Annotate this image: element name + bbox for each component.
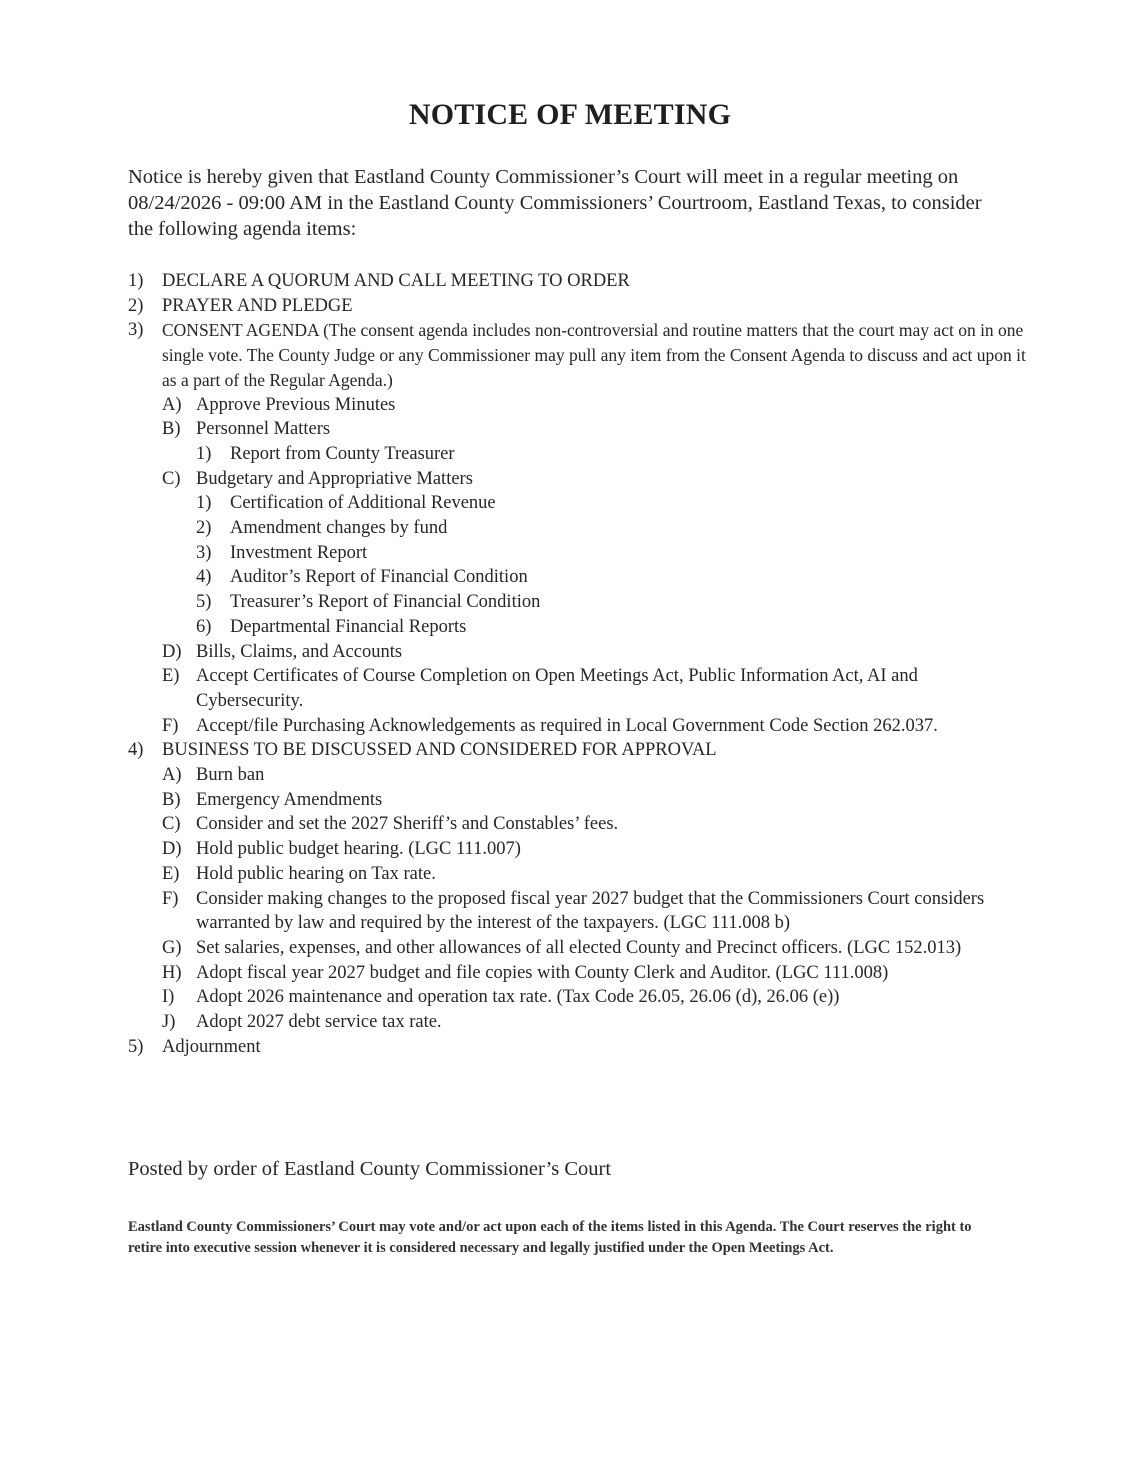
agenda-subitem-letter: E) (162, 666, 180, 687)
agenda-subsubitem-text: Certification of Additional Revenue (230, 493, 496, 514)
agenda-item-text: CONSENT AGENDA (The consent agenda includes non-controversial and routine matters that the court may act on in one single vote. The County Judge or any Commissioner may pull any item from the Consent Agenda to discuss and act upon it as a part of the Regular Agenda.) (162, 320, 1026, 390)
agenda-item (128, 294, 1028, 319)
agenda-subsubitem-number: 6) (196, 616, 212, 637)
agenda-subitem (128, 837, 1028, 862)
agenda-subsubitem (128, 615, 1028, 640)
agenda-subitem (128, 887, 1028, 936)
agenda-subitem-letter: F) (162, 888, 179, 909)
agenda-subitem-text: Consider making changes to the proposed fiscal year 2027 budget that the Commissioners Court considers warranted by law and required by the interest of the taxpayers. (LGC 111.008 b) (196, 888, 985, 934)
agenda-subitem-text: Emergency Amendments (196, 789, 383, 810)
agenda-subitem-text: Personnel Matters (196, 419, 331, 440)
agenda-subsubitem-number: 5) (196, 592, 212, 613)
agenda-item-text: Adjournment (162, 1036, 261, 1057)
agenda-subsubitem-text: Report from County Treasurer (230, 443, 455, 464)
agenda-subitem-letter: B) (162, 789, 181, 810)
agenda-subitem (128, 417, 1028, 442)
agenda-subitem-text: Budgetary and Appropriative Matters (196, 468, 473, 489)
agenda-subsubitem (128, 516, 1028, 541)
posted-by-statement: Posted by order of Eastland County Commissioner’s Court (128, 1158, 612, 1180)
agenda-item (128, 738, 1028, 763)
agenda-subitem-text: Accept/file Purchasing Acknowledgements as required in Local Government Code Section 262.037. (196, 715, 938, 736)
agenda-subsubitem-number: 1) (196, 493, 212, 514)
agenda-subitem-letter: D) (162, 839, 182, 860)
agenda-subitem (128, 664, 1028, 713)
agenda-item-number: 2) (128, 295, 144, 316)
agenda-subitem (128, 985, 1028, 1010)
agenda-subitem (128, 961, 1028, 986)
agenda-subitem-letter: F) (162, 715, 179, 736)
agenda-subitem-letter: A) (162, 394, 182, 415)
agenda-subitem-text: Approve Previous Minutes (196, 394, 396, 415)
agenda-item-number: 5) (128, 1036, 144, 1057)
meeting-notice-paragraph: Notice is hereby given that Eastland County Commissioner’s Court will meet in a regular meeting on 08/24/2026 - 09:00 AM in the Eastland County Commissioners’ Courtroom, Eastland Texas, to consider the following agenda items: (128, 166, 982, 240)
agenda-subitem (128, 393, 1028, 418)
agenda-subsubitem-text: Departmental Financial Reports (230, 616, 467, 637)
agenda-subitem (128, 936, 1028, 961)
agenda-subsubitem-text: Auditor’s Report of Financial Condition (230, 567, 528, 588)
agenda-subitem (128, 862, 1028, 887)
agenda-subitem-letter: J) (162, 1012, 176, 1033)
agenda-subitem-text: Adopt 2026 maintenance and operation tax rate. (Tax Code 26.05, 26.06 (d), 26.06 (e)) (196, 987, 840, 1008)
agenda-subitem-text: Accept Certificates of Course Completion on Open Meetings Act, Public Information Act, AI and Cybersecurity. (196, 666, 918, 711)
agenda-subitem-letter: D) (162, 641, 182, 662)
agenda-subitem-text: Adopt fiscal year 2027 budget and file copies with County Clerk and Auditor. (LGC 111.008) (196, 962, 889, 983)
agenda-subsubitem-number: 4) (196, 567, 212, 588)
agenda-item-number: 4) (128, 740, 144, 761)
agenda-item (128, 269, 1028, 294)
agenda-item-text: BUSINESS TO BE DISCUSSED AND CONSIDERED FOR APPROVAL (162, 740, 717, 761)
agenda-subitem-text: Set salaries, expenses, and other allowances of all elected County and Precinct officers. (LGC 152.013) (196, 937, 962, 958)
agenda-subitem-text: Burn ban (196, 765, 265, 786)
footnote-disclaimer: Eastland County Commissioners’ Court may vote and/or act upon each of the items listed in this Agenda. The Court reserves the right to retire into executive session whenever it is considered necessary and legally justified under the Open Meetings Act. (128, 1219, 972, 1256)
agenda-item (128, 318, 1028, 392)
agenda-item (128, 1035, 1028, 1060)
agenda-subitem-letter: A) (162, 765, 182, 786)
agenda-item-text: PRAYER AND PLEDGE (162, 295, 353, 316)
agenda-subitem-letter: C) (162, 814, 181, 835)
agenda-subitem (128, 812, 1028, 837)
agenda-list (128, 269, 1028, 1060)
agenda-subsubitem (128, 590, 1028, 615)
agenda-subitem-text: Hold public hearing on Tax rate. (196, 863, 436, 884)
agenda-subitem-letter: E) (162, 863, 180, 884)
agenda-subitem (128, 467, 1028, 492)
agenda-subitem (128, 640, 1028, 665)
agenda-subsubitem-text: Amendment changes by fund (230, 518, 448, 539)
agenda-subitem-letter: G) (162, 937, 182, 958)
agenda-subitem-letter: B) (162, 419, 181, 440)
agenda-subitem-text: Bills, Claims, and Accounts (196, 641, 403, 662)
agenda-subsubitem (128, 491, 1028, 516)
agenda-subsubitem-text: Investment Report (230, 542, 368, 563)
agenda-subsubitem (128, 541, 1028, 566)
agenda-subitem-text: Adopt 2027 debt service tax rate. (196, 1012, 442, 1033)
agenda-subitem (128, 714, 1028, 739)
agenda-subitem-letter: H) (162, 962, 182, 983)
agenda-subsubitem-text: Treasurer’s Report of Financial Condition (230, 592, 541, 613)
agenda-item-number: 1) (128, 271, 144, 291)
agenda-subitem (128, 1010, 1028, 1035)
agenda-item-text: DECLARE A QUORUM AND CALL MEETING TO ORDER (162, 271, 630, 291)
agenda-subitem (128, 788, 1028, 813)
agenda-subsubitem-number: 1) (196, 443, 212, 464)
page-title: NOTICE OF MEETING (408, 98, 732, 131)
agenda-subitem-text: Hold public budget hearing. (LGC 111.007) (196, 839, 521, 860)
agenda-subitem-letter: I) (162, 987, 175, 1008)
agenda-subsubitem-number: 3) (196, 542, 212, 563)
agenda-subitem-letter: C) (162, 468, 181, 489)
agenda-item-number: 3) (128, 320, 144, 341)
agenda-subitem (128, 763, 1028, 788)
agenda-subsubitem (128, 442, 1028, 467)
agenda-subsubitem-number: 2) (196, 518, 212, 539)
agenda-subsubitem (128, 565, 1028, 590)
agenda-subitem-text: Consider and set the 2027 Sheriff’s and Constables’ fees. (196, 814, 619, 835)
